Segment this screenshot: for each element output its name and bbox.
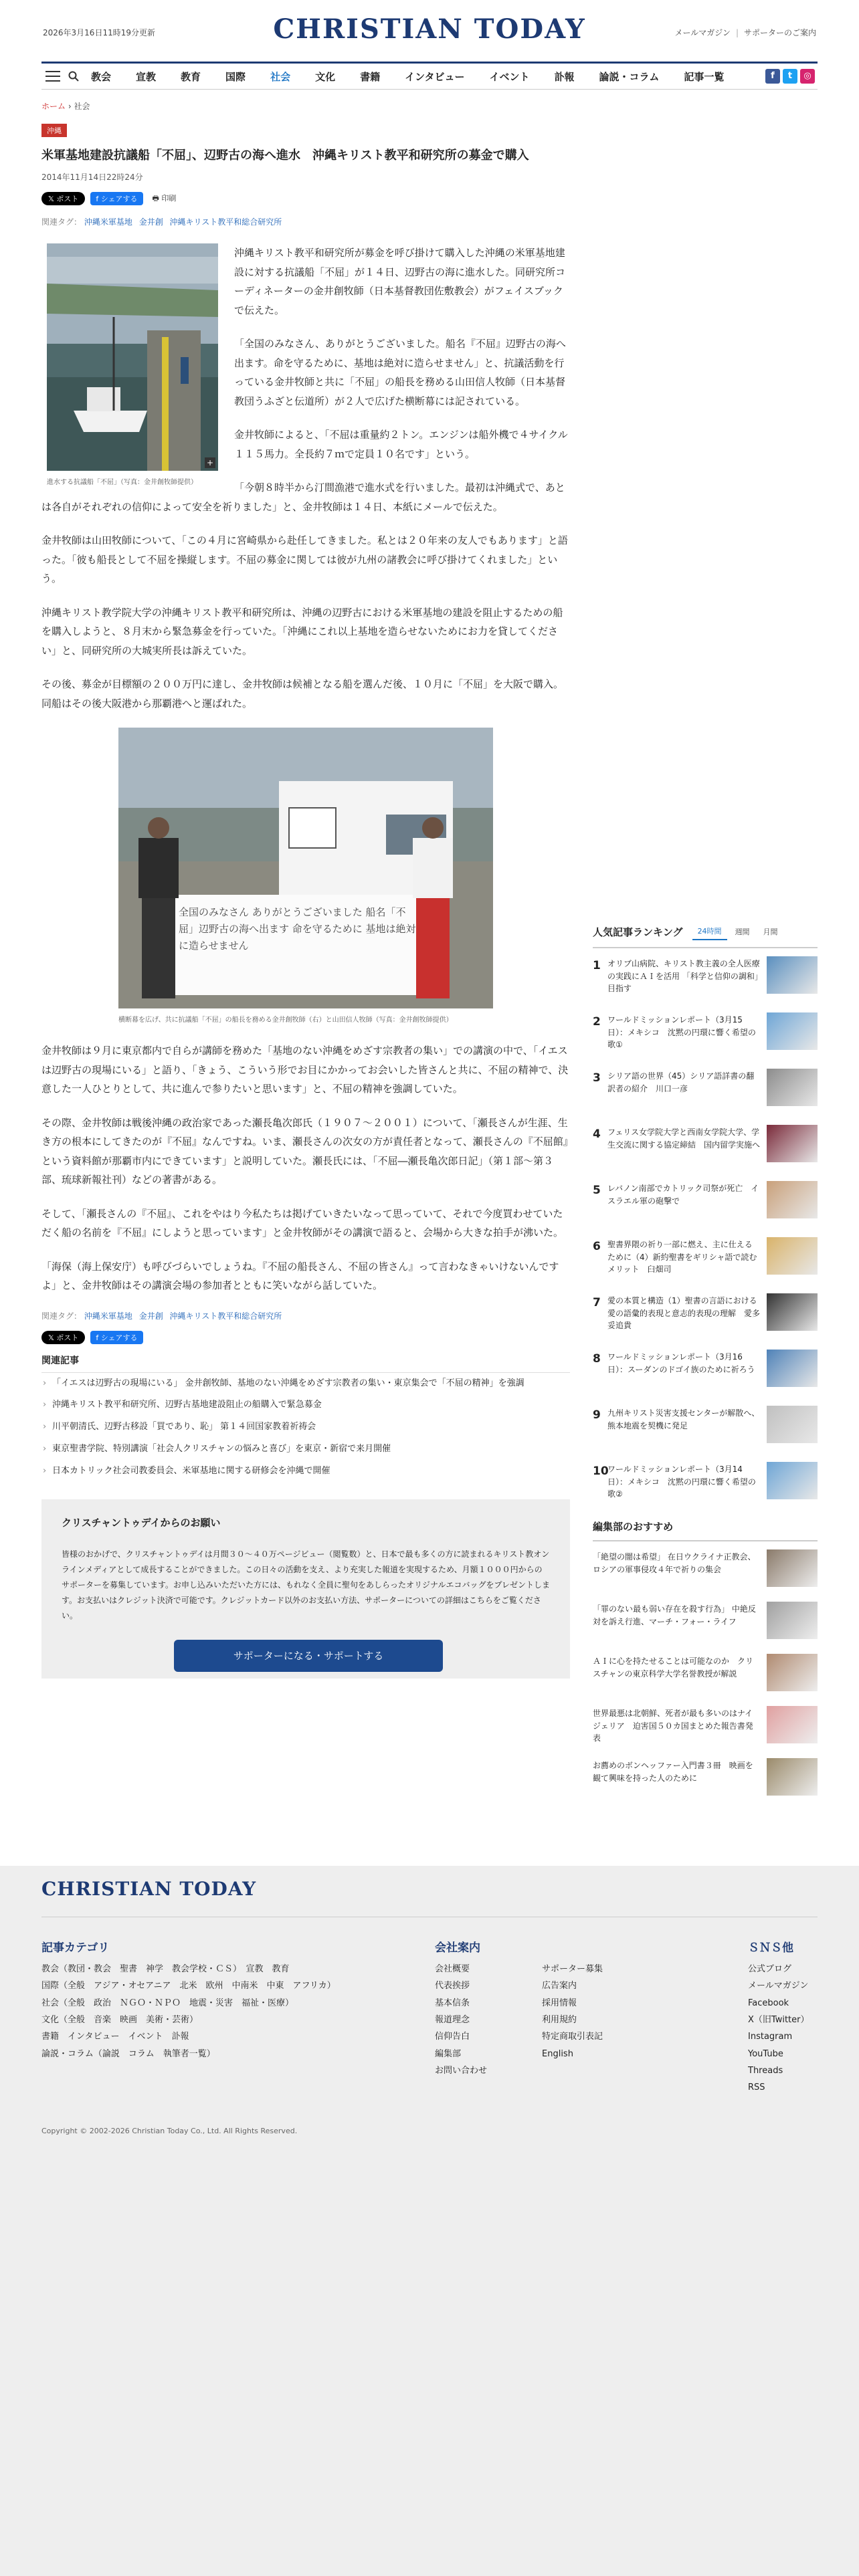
footer-category-line[interactable]: 文化（全般 音楽 映画 美術・芸術） [41, 2015, 199, 2026]
footer-category-line[interactable]: 教会（教団・教会 聖書 神学 教会学校・ＣＳ） 宣教 教育 [41, 1964, 290, 1974]
editors-pick-thumbnail[interactable] [767, 1549, 818, 1587]
ranking-thumbnail[interactable] [767, 1125, 818, 1162]
ranking-thumbnail[interactable] [767, 1350, 818, 1387]
nav-item-society[interactable]: 社会 [270, 70, 291, 83]
footer-sns-link[interactable]: メールマガジン [748, 1981, 809, 1992]
breadcrumb [41, 100, 570, 112]
footer-company-links [435, 1961, 487, 2079]
related-article-link[interactable]: › 東京聖書学院、特別講演「社会人クリスチャンの悩みと喜び」を東京・新宿で来月開催 [41, 1438, 570, 1461]
nav-item-books[interactable]: 書籍 [360, 70, 381, 83]
photo-banner[interactable] [118, 728, 493, 1008]
footer-sns-link[interactable]: Facebook [748, 1998, 789, 2008]
editors-pick-item[interactable] [593, 1750, 818, 1802]
article-title: 米軍基地建設抗議船「不屈」、辺野古の海へ進水 沖縄キリスト教平和研究所の募金で購入 [41, 148, 529, 163]
nav-item-international[interactable]: 国際 [225, 70, 246, 83]
rank-number: 7 [593, 1296, 601, 1309]
footer-category-line[interactable]: 国際（全般 アジア・オセアニア 北米 欧州 中南米 中東 アフリカ） [41, 1981, 336, 1992]
paragraph: その際、金井牧師は戦後沖縄の政治家であった瀬長亀次郎氏（１９０７〜２００１）について、「瀬長さんが生涯、生き方の根本にしてきたのが『不屈』なんですね。いま、瀬長さんの次女の方が責任者となって、瀬長さんの『不屈館』という資料館が那覇市内にできています」と説明していた。瀬長氏には、「不屈―瀬長亀次郎日記」（第１部〜第３部、琉球新報社刊）などの著書がある。 [41, 1116, 569, 1186]
rank-number: 5 [593, 1184, 601, 1197]
paragraph: 沖縄キリスト教学院大学の沖縄キリスト教平和研究所は、沖縄の辺野古における米軍基地の建設を阻止するための船を購入しようと、８月末から緊急募金を行っていた。「沖縄にこれ以上基地を造らせないためにお力を貸してください」と、同研究所の大城実所長は訴えていた。 [41, 606, 563, 657]
nav-item-mission[interactable]: 宣教 [136, 70, 157, 83]
figure-boat-launch [47, 243, 218, 488]
search-icon[interactable] [68, 71, 79, 82]
support-title: クリスチャントゥデイからのお願い [62, 1517, 221, 1529]
sidebar [593, 923, 818, 1802]
editors-pick-thumbnail[interactable] [767, 1602, 818, 1639]
paragraph: 金井牧師は山田牧師について、「この４月に宮崎県から赴任してきました。私とは２０年来の友人でもあります」と語った。「彼も船長として不屈を操縦します。不屈の募金に関しては彼が九州の諸教会に呼び掛けてくれました」という。 [41, 534, 568, 584]
tab-weekly[interactable]: 週間 [735, 928, 750, 936]
ranking-item-title[interactable]: シリア語の世界（45）シリア語詳書の翻訳者の紹介 川口一彦 [607, 1071, 755, 1093]
paragraph: 「全国のみなさん、ありがとうございました。船名『不屈』辺野古の海へ出ます。命を守るために、基地は絶対に造らせません」と、抗議活動を行っている金井牧師と共に「不屈」の船長を務める山田信人牧師（日本基督教団うふざと伝道所）が２人で広げた横断幕には記されている。 [234, 338, 566, 407]
facebook-icon[interactable]: f [765, 69, 780, 84]
paragraph: 沖縄キリスト教平和研究所が募金を呼び掛けて購入した沖縄の米軍基地建設に対する抗議船「不屈」が１４日、辺野古の海に進水した。同研究所コーディネーターの金井創牧師（日本基督教団佐敷教会）がフェイスブックで伝えた。 [234, 247, 566, 316]
share-bar-bottom [41, 1331, 570, 1344]
rank-number: 3 [593, 1071, 601, 1085]
photo-boat-launch[interactable] [47, 243, 218, 471]
footer-company-link[interactable]: 信仰告白 [435, 2032, 470, 2042]
tag-link[interactable]: 沖縄キリスト教平和総合研究所 [169, 1311, 282, 1321]
footer-company-link[interactable]: 代表挨拶 [435, 1981, 470, 1992]
editors-pick-title[interactable]: 「絶望の闇は希望」 在日ウクライナ正教会、ロシアの軍事侵攻４年で祈りの集会 [593, 1552, 756, 1574]
editors-picks-title: 編集部のおすすめ [593, 1519, 818, 1541]
nav-item-column[interactable]: 論説・コラム [599, 70, 660, 83]
copyright: Copyright © 2002-2026 Christian Today Co., Ltd. All Rights Reserved. [41, 2127, 298, 2135]
ranking-item-title[interactable]: 聖書界隈の祈り一部に燃え、主に仕えるために（4）新約聖書をギリシャ語で読むメリット 臼畑司 [607, 1240, 757, 1275]
editors-pick-thumbnail[interactable] [767, 1706, 818, 1743]
ranking-thumbnail[interactable] [767, 1237, 818, 1275]
footer-company-link[interactable]: 基本信条 [435, 1998, 470, 2008]
rank-number: 9 [593, 1408, 601, 1422]
footer-sns-link[interactable]: RSS [748, 2082, 765, 2093]
ranking-item-title[interactable]: 愛の本質と構造（1）聖書の言語における愛の語彙的表現と意志的表現の理解 愛多妥追貴 [607, 1296, 761, 1331]
footer-company-link[interactable]: 報道理念 [435, 2015, 470, 2026]
related-tags-bottom: 関連タグ： 沖縄米軍基地 金井創 沖縄キリスト教平和総合研究所 [41, 1311, 282, 1321]
print-button[interactable]: 🖶 印刷 [152, 193, 177, 203]
ranking-item[interactable] [593, 1061, 818, 1117]
ranking-item[interactable] [593, 1398, 818, 1454]
publish-date: 2014年11月14日22時24分 [41, 173, 143, 182]
nav-item-education[interactable]: 教育 [181, 70, 201, 83]
figure-caption: 横断幕を広げ、共に抗議船「不屈」の船長を務める金井創牧師（右）と山田信人牧師（写真：金井創牧師提供） [118, 1016, 453, 1024]
footer-sns-title: ＳＮＳ他 [748, 1941, 793, 1955]
social-icons [765, 69, 815, 84]
paragraph: 「海保（海上保安庁）も呼びづらいでしょうね。『不屈の船長さん、不屈の皆さん』って言わなきゃいけないんですよ」と、金井牧師はその講演会場の参加者とともに笑いながら話していた。 [41, 1260, 559, 1291]
editors-pick-title[interactable]: お薦めのボンヘッファー入門書３冊 映画を観て興味を持った人のために [593, 1761, 753, 1783]
become-supporter-button[interactable]: サポーターになる・サポートする [174, 1640, 443, 1672]
nav-item-culture[interactable]: 文化 [315, 70, 336, 83]
footer-category-line[interactable]: 社会（全般 政治 ＮＧＯ・ＮＰＯ 地震・災害 福祉・医療） [41, 1998, 294, 2008]
ranking-item-title[interactable]: 九州キリスト災害支援センターが解散へ、熊本地震を契機に発足 [607, 1408, 760, 1430]
ranking-item[interactable] [593, 1285, 818, 1341]
rank-number: 4 [593, 1128, 601, 1141]
paragraph: そして、「瀬長さんの『不屈』、これをやはり今私たちは掲げていきたいなって思っていて、それで今度買わせていただく船の名前を『不屈』にしようと思っています」と金井牧師がその講演で語ると、会場から大きな拍手が沸いた。 [41, 1207, 564, 1239]
footer-company-title: 会社案内 [435, 1941, 480, 1955]
site-footer [0, 1866, 859, 2576]
ranking-item[interactable] [593, 1117, 818, 1173]
rank-number: 10 [593, 1465, 609, 1478]
ranking-thumbnail[interactable] [767, 956, 818, 994]
related-article-link[interactable]: › 「イエスは辺野古の現場にいる」 金井創牧師、基地のない沖縄をめざす宗教者の集い・東京集会で「不屈の精神」を強調 [41, 1373, 570, 1395]
ranking-thumbnail[interactable] [767, 1181, 818, 1218]
ranking-item-title[interactable]: フェリス女学院大学と西南女学院大学、学生交流に関する協定締結 国内留学実施へ [607, 1128, 761, 1150]
ranking-thumbnail[interactable] [767, 1406, 818, 1443]
site-header [0, 0, 859, 64]
printer-icon: 🖶 [152, 193, 159, 203]
supporter-link[interactable]: サポーターのご案内 [743, 28, 816, 37]
rank-number: 6 [593, 1240, 601, 1253]
related-article-link[interactable]: › 日本カトリック社会司教委員会、米軍基地に関する研修会を沖縄で開催 [41, 1461, 570, 1483]
paragraph: 金井牧師は９月に東京都内で自らが講師を務めた「基地のない沖縄をめざす宗教者の集い」での講演の中で、「イエスは辺野古の現場にいる」と語り、「きょう、こういう形でお目にかかってお会いした皆さんと共に、不屈の精神で、決意した一人ひとりとして、共に進んで参りたいと思います」と、不屈の精神を強調していた。 [41, 1045, 569, 1095]
editors-pick-item[interactable] [593, 1698, 818, 1750]
nav-item-all-articles[interactable]: 記事一覧 [684, 70, 725, 83]
ranking-item-title[interactable]: オリブ山病院、キリスト教主義の全人医療の実践にＡＩを活用 「科学と信仰の調和」目指す [607, 959, 760, 994]
footer-company-link[interactable]: お問い合わせ [435, 2066, 488, 2076]
footer-company-link[interactable]: 会社概要 [435, 1964, 470, 1974]
footer-company-link[interactable]: サポーター募集 [542, 1964, 603, 1974]
main-nav [41, 62, 818, 90]
support-box [41, 1499, 570, 1679]
tag-link[interactable]: 金井創 [138, 1311, 163, 1321]
ranking-thumbnail[interactable] [767, 1012, 818, 1050]
editors-pick-title[interactable]: ＡＩに心を持たせることは可能なのか クリスチャンの東京科学大学名誉教授が解説 [593, 1656, 754, 1679]
ranking-list [593, 948, 818, 1510]
editors-pick-title[interactable]: 「罪のない最も弱い存在を殺す行為」 中絶反対を訴え行進、マーチ・フォー・ライフ [593, 1604, 756, 1626]
ranking-thumbnail[interactable] [767, 1293, 818, 1331]
footer-category-line[interactable]: 書籍 インタビュー イベント 訃報 [41, 2032, 189, 2042]
rank-number: 2 [593, 1015, 601, 1029]
footer-company-links-2 [542, 1961, 603, 2062]
ranking-item[interactable] [593, 1173, 818, 1229]
editors-pick-thumbnail[interactable] [767, 1654, 818, 1691]
footer-category-line[interactable]: 論説・コラム（論説 コラム 執筆者一覧） [41, 2048, 215, 2059]
editors-pick-item[interactable] [593, 1594, 818, 1646]
footer-company-link[interactable]: 編集部 [435, 2048, 462, 2059]
footer-company-link[interactable]: 特定商取引表記 [542, 2032, 603, 2042]
ranking-item[interactable] [593, 1341, 818, 1398]
instagram-icon[interactable]: ◎ [800, 69, 815, 84]
breadcrumb-separator: › [68, 102, 72, 111]
related-article-link[interactable]: › 沖縄キリスト教平和研究所、辺野古基地建設阻止の船購入で緊急募金 [41, 1394, 570, 1416]
ranking-item[interactable] [593, 1004, 818, 1061]
related-articles [41, 1373, 570, 1483]
nav-item-interview[interactable]: インタビュー [405, 70, 465, 83]
rank-number: 8 [593, 1352, 601, 1366]
site-logo[interactable]: CHRISTIAN TODAY [273, 13, 586, 45]
ranking-title: 人気記事ランキング [593, 926, 683, 938]
footer-sns-links [748, 1961, 809, 2097]
footer-logo[interactable]: CHRISTIAN TODAY [41, 1878, 257, 1900]
footer-company-link[interactable]: 利用規約 [542, 2015, 577, 2026]
related-tags: 関連タグ： 沖縄米軍基地 金井創 沖縄キリスト教平和総合研究所 [41, 217, 282, 227]
ranking-item-title[interactable]: ワールドミッションレポート（3月15日）：メキシコ 沈黙の円環に響く希望の歌① [607, 1015, 756, 1050]
paragraph: 「今朝８時半から汀間漁港で進水式を行いました。最初は沖縄式で、あとは各自がそれぞれの信仰によって安全を祈りました」と、金井牧師は１４日、本紙にメールで伝えた。 [41, 481, 565, 513]
figure-banner [118, 728, 493, 1025]
x-post-button[interactable]: 𝕏 ポスト [41, 1331, 85, 1344]
ranking-item-title[interactable]: ワールドミッションレポート（3月14日）：メキシコ 沈黙の円環に響く希望の歌② [607, 1465, 756, 1499]
ranking-item-title[interactable]: ワールドミッションレポート（3月16日）：スーダンのドゴイ族のために祈ろう [607, 1352, 755, 1374]
header-links: メールマガジン | サポーターのご案内 [674, 28, 816, 37]
share-bar [41, 192, 570, 205]
breadcrumb-home[interactable]: ホーム [41, 102, 66, 111]
nav-items [91, 70, 749, 84]
article [41, 100, 570, 1679]
editors-pick-title[interactable]: 世界最悪は北朝鮮、死者が最も多いのはナイジェリア 迫害国５０カ国まとめた報告書発表 [593, 1709, 753, 1743]
footer-category-title: 記事カテゴリ [41, 1941, 110, 1955]
article-body [41, 243, 570, 1295]
tag-link[interactable]: 沖縄米軍基地 [84, 1311, 132, 1321]
editors-pick-item[interactable] [593, 1541, 818, 1594]
ranking-item[interactable] [593, 1229, 818, 1285]
nav-item-event[interactable]: イベント [489, 70, 530, 83]
footer-sns-link[interactable]: Threads [748, 2066, 783, 2076]
editors-picks-list [593, 1541, 818, 1802]
expand-icon[interactable]: + [205, 457, 215, 468]
tag-link[interactable]: 沖縄米軍基地 [84, 217, 132, 227]
editors-pick-item[interactable] [593, 1646, 818, 1698]
paragraph: 金井牧師によると、「不屈は重量約２トン。エンジンは船外機で４サイクル１１５馬力。全長約７ｍで定員１０名です」という。 [234, 429, 568, 460]
banner-text: 全国のみなさん ありがとうございました 船名「不屈」辺野古の海へ出ます 命を守るために 基地は絶対に造らせません [179, 906, 416, 952]
ranking-thumbnail[interactable] [767, 1462, 818, 1499]
footer-company-link[interactable]: 広告案内 [542, 1981, 577, 1992]
nav-item-church[interactable]: 教会 [91, 70, 112, 83]
ranking-thumbnail[interactable] [767, 1069, 818, 1106]
footer-company-link[interactable]: 採用情報 [542, 1998, 577, 2008]
tab-24h[interactable]: 24時間 [692, 923, 727, 940]
footer-company-link[interactable]: English [542, 2048, 573, 2059]
menu-icon[interactable] [45, 71, 60, 82]
figure-caption: 進水する抗議船「不屈」（写真：金井創牧師提供） [47, 479, 197, 486]
tag-link[interactable]: 金井創 [138, 217, 163, 227]
tab-monthly[interactable]: 月間 [763, 928, 778, 936]
related-article-link[interactable]: › 川平朝清氏、辺野古移設「買であり、恥」 第１４回国家教着祈祷会 [41, 1416, 570, 1438]
ranking-item[interactable] [593, 1454, 818, 1510]
twitter-icon[interactable]: t [783, 69, 797, 84]
category-tag[interactable]: 沖縄 [41, 124, 67, 137]
facebook-share-button[interactable]: f シェアする [90, 1331, 142, 1344]
facebook-share-button[interactable]: f シェアする [90, 192, 142, 205]
footer-categories [41, 1961, 416, 2062]
footer-sns-link[interactable]: X（旧Twitter） [748, 2015, 809, 2026]
paragraph: その後、募金が目標額の２００万円に達し、金井牧師は候補となる船を選んだ後、１０月に「不屈」を大阪で購入。同船はその後大阪港から那覇港へと運ばれた。 [41, 678, 564, 710]
footer-sns-link[interactable]: YouTube [748, 2048, 783, 2059]
nav-item-obituary[interactable]: 訃報 [554, 70, 575, 83]
support-text: 皆様のおかげで、クリスチャントゥデイは月間３０〜４０万ページビュー（閲覧数）と、日本で最も多くの方に読まれるキリスト教オンラインメディアとして成長することができました。この日々の活動を支え、より充実した報道を実現するため、月額１０００円からのサポーターを募集しています。お申し込みいただいた方には、もれなく全員に聖句をあしらったオリジナルエコバッグをプレゼントします。お支払いはクレジット決済で可能です。クレジットカード以外のお支払い方法、サポーターについての詳細はこちらをご覧ください。 [62, 1549, 550, 1620]
rank-number: 1 [593, 959, 601, 972]
footer-sns-link[interactable]: Instagram [748, 2032, 793, 2042]
footer-sns-link[interactable]: 公式ブログ [748, 1964, 792, 1974]
ranking-item[interactable] [593, 948, 818, 1004]
tag-link[interactable]: 沖縄キリスト教平和総合研究所 [169, 217, 282, 227]
update-time: 2026年3月16日11時19分更新 [43, 28, 155, 37]
related-articles-title: 関連記事 [41, 1354, 570, 1373]
newsletter-link[interactable]: メールマガジン [674, 28, 731, 37]
ranking-header [593, 923, 818, 948]
editors-pick-thumbnail[interactable] [767, 1758, 818, 1796]
x-post-button[interactable]: 𝕏 ポスト [41, 192, 85, 205]
ranking-item-title[interactable]: レバノン南部でカトリック司祭が死亡 イスラエル軍の砲撃で [607, 1184, 759, 1206]
breadcrumb-category[interactable]: 社会 [74, 102, 90, 111]
